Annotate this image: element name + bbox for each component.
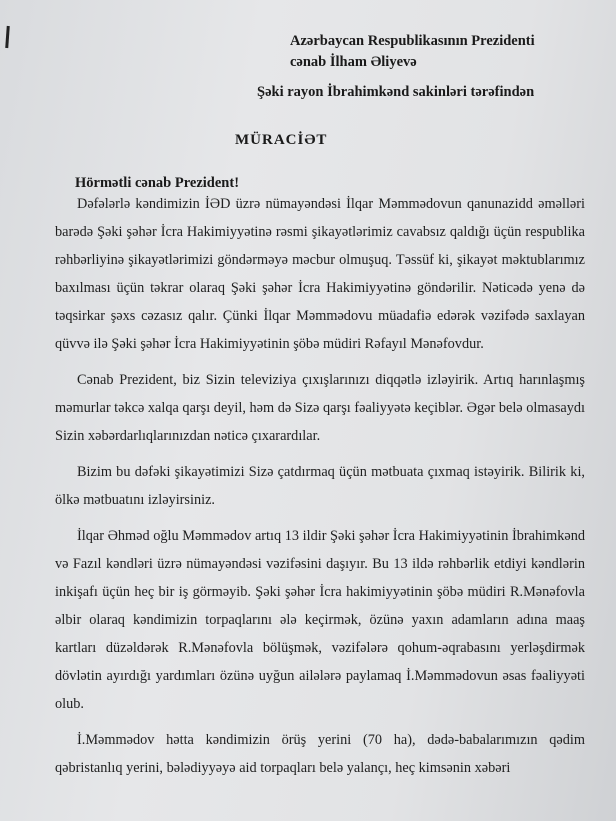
paragraph-3: Bizim bu dəfəki şikayətimizi Sizə çatdırmaq üçün mətbuata çıxmaq istəyirik. Bilirik ki, ölkə mətbuatını izləyirsiniz. bbox=[55, 464, 585, 508]
addressee-line-1: Azərbaycan Respublikasının Prezidenti bbox=[290, 33, 535, 49]
sender-line: Şəki rayon İbrahimkənd sakinləri tərəfindən bbox=[257, 84, 535, 100]
paragraph-2: Cənab Prezident, biz Sizin televiziya çıxışlarınızı diqqətlə izləyirik. Artıq harınlaşmış məmurlar təkcə xalqa qarşı deyil, həm də Sizə qarşı fəaliyyətə keçiblər. Əgər belə olmasaydı Sizin xəbərdarlıqlarınızdan nəticə çıxarardılar. bbox=[55, 372, 585, 444]
addressee-block bbox=[290, 31, 535, 73]
addressee-line-2: cənab İlham Əliyevə bbox=[290, 54, 417, 70]
pen-mark bbox=[5, 26, 10, 48]
document-title: MÜRACİƏT bbox=[235, 132, 328, 148]
paragraph-1: Dəfələrlə kəndimizin İƏD üzrə nümayəndəsi İlqar Məmmədovun qanunazidd əməlləri barədə Şəki şəhər İcra Hakimiyyətinə rəsmi şikayətlərimiz cavabsız qaldığı üçün respublika rəhbərliyinə şikayətlərimizi göndərməyə məcbur olmuşuq. Təssüf ki, şikayət məktublarımız baxılması üçün təkrar olaraq Şəki şəhər İcra Hakimiyyətinə göndərilir. Nəticədə yenə də təqsirkar şəxs cəzasız qalır. Çünki İlqar Məmmədovu müadafiə edərək vəzifədə saxlayan qüvvə ilə Şəki şəhər İcra Hakimiyyətinin şöbə müdiri Rəfayıl Mənəfovdur. bbox=[55, 196, 585, 352]
paragraph-5: İ.Məmmədov hətta kəndimizin örüş yerini (70 ha), dədə-babalarımızın qədim qəbristanlıq yerini, bələdiyyəyə aid torpaqları belə yalançı, heç kimsənin xəbəri bbox=[55, 732, 585, 776]
salutation: Hörmətli cənab Prezident! bbox=[75, 175, 240, 191]
letter-body bbox=[55, 190, 585, 790]
paragraph-4: İlqar Əhməd oğlu Məmmədov artıq 13 ildir Şəki şəhər İcra Hakimiyyətinin İbrahimkənd və Fazıl kəndləri üzrə nümayəndəsi vəzifəsini daşıyır. Bu 13 ildə rəhbərlik etdiyi kəndlərin inkişafı üçün heç bir iş görməyib. Şəki şəhər İcra hakimiyyətinin şöbə müdiri R.Mənəfovla əlbir olaraq kəndimizin torpaqlarını ələ keçirmək, özünə yaxın adamların adına maaş kartları düzəldərək R.Mənəfovla bölüşmək, vəzifələrə qohum-əqrabasını yerləşdirmək dövlətin ayırdığı yardımları özünə uyğun ailələrə paylamaq İ.Məmmədovun əsas fəaliyyəti olub. bbox=[55, 528, 585, 712]
